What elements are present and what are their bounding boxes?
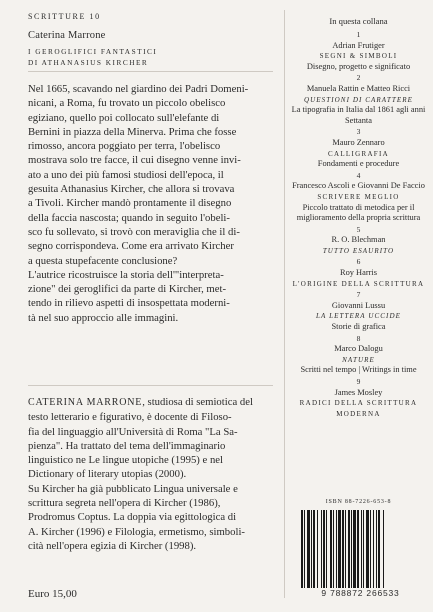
author-bio xyxy=(28,395,275,553)
book-title xyxy=(28,46,157,68)
desc-line: zione" dei geroglifici da parte di Kircher, met- xyxy=(28,283,227,296)
collection-title: In questa collana xyxy=(329,16,388,26)
bio-line: Su Kircher ha già pubblicato Lingua universale e xyxy=(28,482,238,495)
divider-top xyxy=(28,71,273,72)
desc-line: gesuita Athanasius Kircher, che allora si trovava xyxy=(28,183,235,196)
column-divider xyxy=(284,10,285,598)
bio-line: pienza". Ha trattato del tema dell'immaginario xyxy=(28,439,226,452)
desc-line: della faccia nascosta; quando in seguito l'obeli- xyxy=(28,211,230,224)
barcode-icon xyxy=(301,510,421,588)
collection-entry xyxy=(288,257,429,289)
entry-title: L'ORIGINE DELLA SCRITTURA xyxy=(292,279,425,288)
entry-number: 1 xyxy=(356,30,361,39)
desc-line: Nel 1665, scavando nel giardino dei Padri Domeni- xyxy=(28,83,249,95)
entry-number: 5 xyxy=(356,224,361,234)
entry-author: Marco Dalogu xyxy=(334,344,383,354)
entry-subtitle: Storie di grafica xyxy=(331,322,386,332)
entry-author: Mauro Zennaro xyxy=(332,137,385,147)
bio-line: Dictionary of literary utopias (2000). xyxy=(28,468,187,481)
bio-line: , studiosa di semiotica del xyxy=(142,396,253,408)
entry-title: LA LETTERA UCCIDE xyxy=(316,312,401,321)
bio-line: A. Kircher (1996) e Filologia, ermetismo, simboli- xyxy=(28,525,245,538)
barcode-block xyxy=(288,496,429,604)
entry-title: NATURE xyxy=(342,355,375,364)
entry-title: QUESTIONI DI CARATTERE xyxy=(303,95,414,104)
bio-line: Prodromus Coptus. La doppia via egittologica di xyxy=(28,511,237,524)
collection-entry xyxy=(288,225,429,257)
desc-line: mostrava solo tre facce, il cui disegno venne invi- xyxy=(28,154,241,167)
entry-number: 9 xyxy=(356,377,361,386)
entry-number: 7 xyxy=(356,290,361,300)
isbn-label: ISBN 88-7226-653-8 xyxy=(325,499,392,505)
entry-number: 3 xyxy=(356,127,361,137)
entry-number: 2 xyxy=(356,73,361,83)
desc-line: Bernini in piazza della Minerva. Prima che fosse xyxy=(28,125,237,138)
collection-entry xyxy=(288,377,429,419)
desc-line: a questa stupefacente conclusione? xyxy=(28,254,178,267)
entry-number: 6 xyxy=(356,257,361,267)
desc-line: egiziano, quello poi collocato sull'elefante di xyxy=(28,111,220,124)
bio-author-name: CATERINA MARRONE xyxy=(28,397,143,408)
collection-entries xyxy=(288,30,429,420)
series-label: SCRITTURE 10 xyxy=(28,12,101,21)
barcode-digits: 9 788872 266533 xyxy=(321,588,400,598)
desc-line: L'autrice ricostruisce la storia dell'"interpreta- xyxy=(28,268,224,281)
entry-title: SCRIVERE MEGLIO xyxy=(317,192,400,201)
collection-entry xyxy=(288,334,429,376)
back-cover-left-column xyxy=(28,0,273,612)
entry-author: Roy Harris xyxy=(340,268,377,278)
collection-entry xyxy=(288,290,429,332)
entry-author: James Mosley xyxy=(334,387,383,397)
entry-subtitle: Fondamenti e procedure xyxy=(317,159,400,169)
bio-line: fia del linguaggio all'Università di Roma "La Sa- xyxy=(28,425,238,438)
bio-line: linguistico ne Le lingue utopiche (1995) e nel xyxy=(28,454,223,467)
collection-entry xyxy=(288,73,429,126)
entry-subtitle: La tipografia in Italia dal 1861 agli anni Settanta xyxy=(291,105,426,125)
collection-list-column xyxy=(288,0,429,612)
entry-title: SEGNI & SIMBOLI xyxy=(319,52,398,61)
desc-line: nicani, a Roma, fu trovato un piccolo obelisco xyxy=(28,97,226,110)
divider-middle xyxy=(28,385,273,386)
collection-entry xyxy=(288,171,429,224)
desc-line: ato a uno dei più famosi studiosi dell'epoca, il xyxy=(28,168,224,181)
desc-line: rimosso, ancora poggiato per terra, l'obelisco xyxy=(28,140,221,153)
book-author: Caterina Marrone xyxy=(28,30,106,41)
book-title-line-2: DI ATHANASIUS KIRCHER xyxy=(28,58,149,67)
entry-number: 8 xyxy=(356,333,361,343)
entry-author: Adrian Frutiger xyxy=(332,40,385,50)
entry-title: CALLIGRAFIA xyxy=(328,149,389,158)
book-title-line-1: I GEROGLIFICI FANTASTICI xyxy=(28,47,158,56)
entry-author: R. O. Blechman xyxy=(331,235,386,245)
entry-subtitle: Scritti nel tempo | Writings in time xyxy=(300,365,417,375)
price-label: Euro 15,00 xyxy=(28,588,77,600)
entry-title: RADICI DELLA SCRITTURA MODERNA xyxy=(299,399,418,418)
desc-line: tà nel suo approccio alle immagini. xyxy=(28,311,179,324)
collection-entry xyxy=(288,127,429,169)
bio-line: cità nell'opera egizia di Kircher (1998). xyxy=(28,539,197,552)
entry-number: 4 xyxy=(356,170,361,180)
entry-subtitle: Disegno, progetto e significato xyxy=(306,61,411,71)
book-description xyxy=(28,82,275,325)
entry-title: TUTTO ESAURITO xyxy=(322,246,395,255)
desc-line: tendo in rilievo aspetti di insospettata moderni- xyxy=(28,297,230,310)
desc-line: segno corrispondeva. Come era arrivato Kircher xyxy=(28,240,234,253)
entry-author: Giovanni Lussu xyxy=(331,300,386,310)
entry-author: Francesco Ascoli e Giovanni De Faccio xyxy=(292,181,425,191)
entry-author: Manuela Rattin e Matteo Ricci xyxy=(306,83,411,93)
bio-line: testo letterario e figurativo, è docente di Filoso- xyxy=(28,411,232,424)
desc-line: a Tivoli. Kircher mandò prontamente il disegno xyxy=(28,197,232,210)
desc-line: sco fu sollevato, si trovò con meraviglia che il di- xyxy=(28,225,240,238)
bio-line: scrittura segreta nell'opera di Kircher (1986), xyxy=(28,497,221,510)
collection-entry xyxy=(288,30,429,72)
entry-subtitle: Piccolo trattato di metodica per il miglioramento della propria scrittura xyxy=(296,202,421,223)
